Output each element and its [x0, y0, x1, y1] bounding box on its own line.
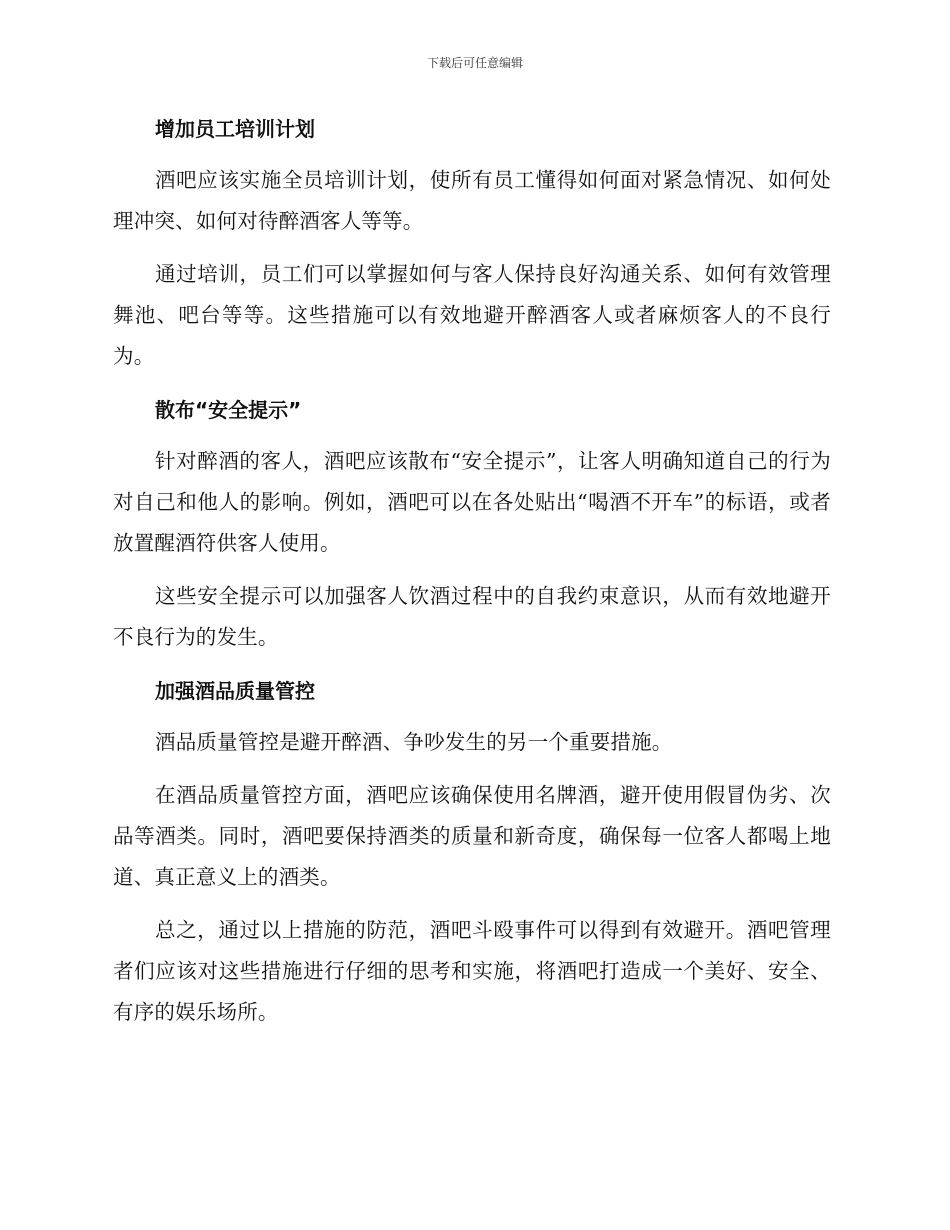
- paragraph: 通过培训，员工们可以掌握如何与客人保持良好沟通关系、如何有效管理舞池、吧台等等。这些措施可以有效地避开醉酒客人或者麻烦客人的不良行为。: [113, 262, 831, 368]
- page-header: 下载后可任意编辑: [426, 56, 523, 70]
- section-heading: 增加员工培训计划: [155, 117, 315, 141]
- section-staff-training: [113, 108, 831, 377]
- paragraph: 总之，通过以上措施的防范，酒吧斗殴事件可以得到有效避开。酒吧管理者们应该对这些措施进行仔细的思考和实施，将酒吧打造成一个美好、安全、有序的娱乐场所。: [113, 918, 831, 1024]
- section-heading: 加强酒品质量管控: [155, 679, 315, 703]
- paragraph: 酒品质量管控是避开醉酒、争吵发生的另一个重要措施。: [155, 730, 673, 754]
- section-heading: 散布“安全提示”: [155, 398, 302, 422]
- paragraph: 酒吧应该实施全员培训计划，使所有员工懂得如何面对紧急情况、如何处理冲突、如何对待醉酒客人等等。: [113, 168, 831, 233]
- document-body: [113, 108, 831, 1045]
- paragraph: 在酒品质量管控方面，酒吧应该确保使用名牌酒，避开使用假冒伪劣、次品等酒类。同时，酒吧要保持酒类的质量和新奇度，确保每一位客人都喝上地道、真正意义上的酒类。: [113, 783, 831, 889]
- section-safety-tips: [113, 389, 831, 658]
- section-quality-control: [113, 670, 831, 1033]
- paragraph: 针对醉酒的客人，酒吧应该散布“安全提示”，让客人明确知道自己的行为对自己和他人的影响。例如，酒吧可以在各处贴出“喝酒不开车”的标语，或者放置醒酒符供客人使用。: [113, 449, 831, 555]
- paragraph: 这些安全提示可以加强客人饮酒过程中的自我约束意识，从而有效地避开不良行为的发生。: [113, 584, 831, 649]
